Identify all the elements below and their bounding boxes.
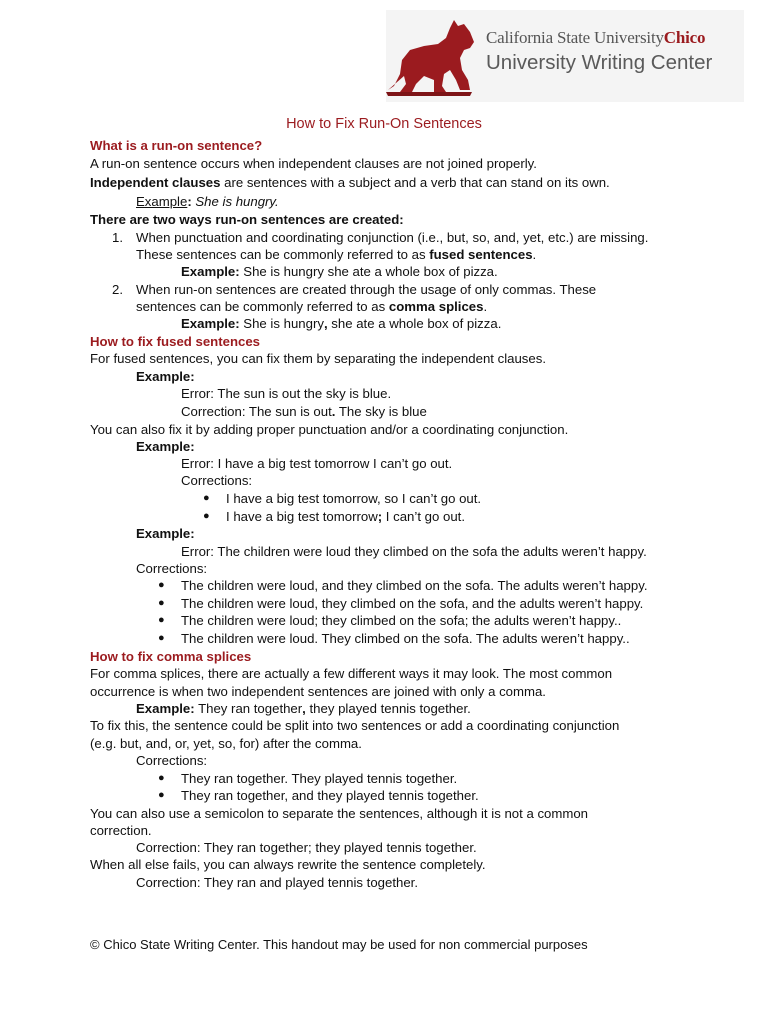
comma-example-comma: ,	[302, 701, 306, 716]
item1-line1: When punctuation and coordinating conjunction (i.e., but, so, and, yet, etc.) are missing.	[136, 230, 649, 245]
fused-example3-bullet1: The children were loud, and they climbed on the sofa. The adults weren’t happy.	[181, 578, 648, 593]
fused-example1-label: Example:	[136, 369, 195, 384]
fused-intro: For fused sentences, you can fix them by separating the independent clauses.	[90, 351, 546, 366]
bullet: ●	[158, 632, 165, 644]
university-name-chico: Chico	[663, 28, 706, 47]
document-title: How to Fix Run-On Sentences	[286, 116, 482, 132]
comma-intro-line2: occurrence is when two independent sentences are joined with only a comma.	[90, 684, 546, 699]
item2-line2	[136, 298, 487, 315]
comma-example-label: Example:	[136, 701, 195, 716]
definition-text: A run-on sentence occurs when independent clauses are not joined properly.	[90, 156, 537, 171]
bullet: ●	[203, 510, 210, 522]
comma-example-b: they played tennis together.	[305, 701, 471, 716]
fused-example3-bullet4: The children were loud. They climbed on the sofa. The adults weren’t happy..	[181, 631, 630, 646]
fused-example1-correction	[181, 403, 427, 420]
heading-fix-fused: How to fix fused sentences	[90, 334, 261, 349]
fused-example3-bullet3: The children were loud; they climbed on the sofa; the adults weren’t happy..	[181, 613, 622, 628]
heading-what-is-run-on: What is a run-on sentence?	[90, 138, 263, 153]
item2-line2-text: sentences can be commonly referred to as	[136, 299, 389, 314]
bullet: ●	[158, 789, 165, 801]
fused-example3-bullet2: The children were loud, they climbed on the sofa, and the adults weren’t happy.	[181, 596, 644, 611]
item2-example-text-b: she ate a whole box of pizza.	[327, 316, 502, 331]
fused-example2-bullet2-semicolon: ;	[377, 509, 383, 524]
example-colon: :	[187, 194, 192, 209]
independent-clauses-term: Independent clauses	[90, 175, 221, 190]
semicolon-correction: Correction: They ran together; they played tennis together.	[136, 840, 477, 855]
fused-example2-corrections-label: Corrections:	[181, 473, 253, 488]
comma-fix-line1: To fix this, the sentence could be split into two sentences or add a coordinating conjunction	[90, 718, 620, 733]
item1-example-text: She is hungry she ate a whole box of pizza.	[239, 264, 498, 279]
wildcat-logo	[380, 14, 480, 96]
comma-correction-bullet1: They ran together. They played tennis together.	[181, 771, 458, 786]
item2-example-comma: ,	[323, 316, 328, 331]
university-name-main: California State University	[486, 28, 664, 47]
two-ways-heading: There are two ways run-on sentences are created:	[90, 212, 404, 227]
example-label: Example	[136, 194, 188, 209]
bullet: ●	[158, 597, 165, 609]
writing-center-name: University Writing Center	[486, 51, 713, 74]
item2-example	[181, 315, 501, 332]
fused-example2-label: Example:	[136, 439, 195, 454]
bullet: ●	[158, 579, 165, 591]
example-text: She is hungry.	[191, 194, 279, 209]
university-name	[486, 28, 705, 48]
footer-copyright: © Chico State Writing Center. This handout may be used for non commercial purposes	[90, 937, 588, 952]
item2-line1: When run-on sentences are created through the usage of only commas. These	[136, 282, 597, 297]
comma-fix-line2: (e.g. but, and, or, yet, so, for) after the comma.	[90, 736, 362, 751]
bullet: ●	[158, 772, 165, 784]
item2-example-label: Example:	[181, 316, 240, 331]
fused-example2-bullet2-b: I can’t go out.	[382, 509, 465, 524]
fused-example1-correction-period: .	[331, 404, 336, 419]
bullet: ●	[158, 614, 165, 626]
item2-line2-end: .	[483, 299, 488, 314]
example-she-is-hungry	[136, 193, 279, 210]
item1-line2	[136, 246, 536, 263]
fused-example3-corrections-label: Corrections:	[136, 561, 208, 576]
independent-clauses-desc: are sentences with a subject and a verb that can stand on its own.	[220, 175, 610, 190]
fused-sentences-term: fused sentences	[429, 247, 533, 262]
rewrite-correction: Correction: They ran and played tennis together.	[136, 875, 418, 890]
fused-example2-error: Error: I have a big test tomorrow I can’t go out.	[181, 456, 453, 471]
fused-example2-bullet2	[226, 508, 465, 525]
fused-example2-bullet1: I have a big test tomorrow, so I can’t go out.	[226, 491, 482, 506]
item1-line2-text: These sentences can be commonly referred to as	[136, 247, 430, 262]
comma-splices-term: comma splices	[388, 299, 484, 314]
fused-example1-correction-b: The sky is blue	[335, 404, 427, 419]
comma-example-a: They ran together	[194, 701, 303, 716]
item1-line2-end: .	[532, 247, 537, 262]
comma-corrections-label: Corrections:	[136, 753, 208, 768]
fused-example1-error: Error: The sun is out the sky is blue.	[181, 386, 392, 401]
fused-example3-error: Error: The children were loud they climbed on the sofa the adults weren’t happy.	[181, 544, 647, 559]
fused-example1-correction-a: Correction: The sun is out	[181, 404, 332, 419]
semicolon-line1: You can also use a semicolon to separate the sentences, although it is not a common	[90, 806, 589, 821]
fused-example2-bullet2-a: I have a big test tomorrow	[226, 509, 378, 524]
bullet: ●	[203, 492, 210, 504]
heading-fix-comma-splices: How to fix comma splices	[90, 649, 252, 664]
comma-correction-bullet2: They ran together, and they played tennis together.	[181, 788, 479, 803]
fused-also-text: You can also fix it by adding proper punctuation and/or a coordinating conjunction.	[90, 422, 569, 437]
fused-example3-label: Example:	[136, 526, 195, 541]
item1-example-label: Example:	[181, 264, 240, 279]
rewrite-text: When all else fails, you can always rewrite the sentence completely.	[90, 857, 486, 872]
comma-intro-line1: For comma splices, there are actually a few different ways it may look. The most common	[90, 666, 613, 681]
list-number-2: 2.	[112, 282, 123, 297]
item2-example-text-a: She is hungry	[239, 316, 324, 331]
semicolon-line2: correction.	[90, 823, 152, 838]
item1-example	[181, 263, 498, 280]
comma-example	[136, 700, 471, 717]
independent-clause-text	[90, 174, 610, 191]
list-number-1: 1.	[112, 230, 123, 245]
